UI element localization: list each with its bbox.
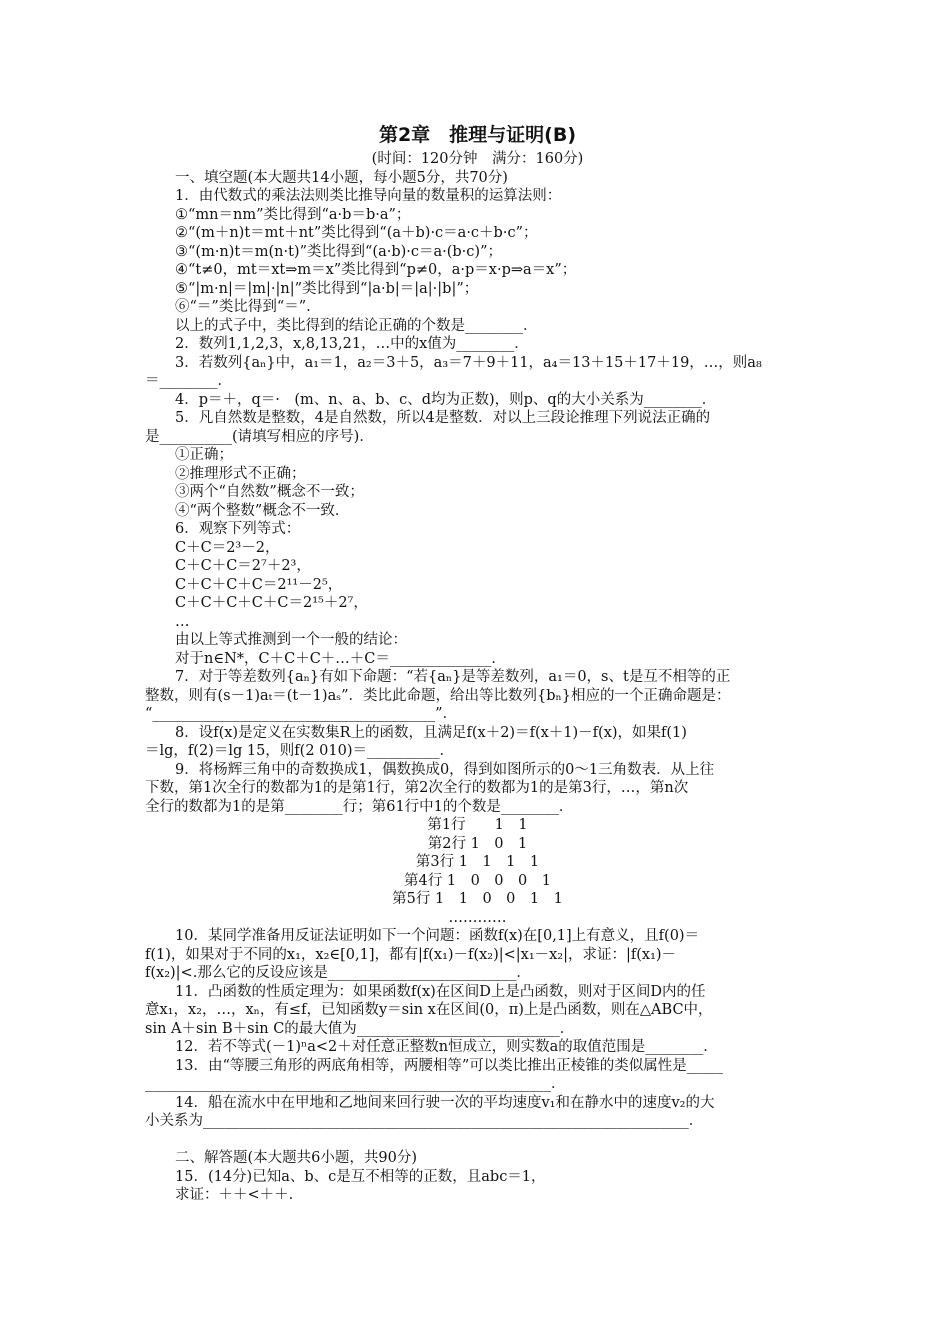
option-4: ④“两个整数”概念不一致． [175,502,350,519]
option-2: ②推理形式不正确； [175,465,306,482]
triangle-ellipsis: ………… [448,909,507,926]
worksheet-page [145,122,810,1205]
question-line: 全行的数都为1的是第________行；第61行中1的个数是________． [145,798,574,815]
question-9 [145,761,810,817]
section-spacer [145,1131,810,1150]
question-line: 意x₁，x₂，…，xₙ，有≤f，已知函数y＝sin x在区间(0，π)上是凸函数，则在△ABC中， [145,1002,713,1018]
page-title: 第2章 推理与证明(B) [378,124,577,146]
question-line: ________________________________________________________． [145,1076,566,1092]
triangle-row-2: 第2行 1 0 1 [427,835,528,852]
question-line: ③“(m·n)t＝m(n·t)”类比得到“(a·b)·c＝a·(b·c)”； [175,243,502,260]
question-line: 13．由“等腰三角形的两底角相等，两腰相等”可以类比推出正棱锥的类似属性是_____ [175,1057,724,1074]
question-14 [145,1094,810,1131]
question-line: ⑥“＝”类比得到“＝”. [175,299,311,315]
equation-line: C＋C＝2³－2， [175,539,280,556]
question-11 [145,983,810,1039]
question-line: 8．设f(x)是定义在实数集R上的函数，且满足f(x＋2)＝f(x＋1)－f(x)，如果f(1) [175,724,687,741]
question-13 [145,1057,810,1094]
question-line: sin A＋sin B＋sin C的最大值为____________________________． [145,1020,575,1037]
question-10 [145,927,810,983]
question-line: 由以上等式推测到一个一般的结论： [175,632,407,648]
question-line: 9．将杨辉三角中的奇数换成1，偶数换成0，得到如图所示的0～1三角数表．从上往 [175,761,715,778]
question-4: 4．p＝＋，q＝· (m、n、a、b、c、d均为正数)，则p、q的大小关系为________． [175,391,717,408]
question-15 [145,1168,810,1205]
question-8 [145,724,810,761]
equation-line: C＋C＋C＋C＝2¹¹－2⁵， [175,576,343,593]
question-line: 是__________(请填写相应的序号)． [145,428,374,445]
question-line: 5．凡自然数是整数，4是自然数，所以4是整数．对以上三段论推理下列说法正确的 [175,410,711,426]
question-7 [145,668,810,724]
question-line: “_______________________________________”． [145,706,458,722]
section-heading-answers: 二、解答题(本大题共6小题，共90分) [175,1150,417,1166]
question-line: 11．凸函数的性质定理为：如果函数f(x)在区间D上是凸函数，则对于区间D内的任 [175,983,706,1000]
question-line: 小关系为___________________________________________________________________． [145,1113,704,1129]
question-line: 7．对于等差数列{aₙ}有如下命题：“若{aₙ}是等差数列，a₁＝0，s、t是互不相等的正 [175,669,731,685]
question-line: f(1)，如果对于不同的x₁，x₂∈[0,1]，都有|f(x₁)－f(x₂)|<|x₁－x₂|，求证：|f(x₁)－ [145,946,677,963]
question-line: 3．若数列{aₙ}中，a₁＝1，a₂＝3＋5，a₃＝7＋9＋11，a₄＝13＋15＋17＋19，…，则a₈ [175,354,762,371]
question-line: 15．(14分)已知a、b、c是互不相等的正数，且abc＝1， [175,1168,546,1185]
question-line: 以上的式子中，类比得到的结论正确的个数是________． [175,317,538,334]
option-1: ①正确； [175,447,233,463]
question-line: 求证：＋＋<＋＋. [175,1187,294,1203]
option-3: ③两个“自然数”概念不一致； [175,484,364,500]
question-line: 下数，第1次全行的数都为1的是第1行，第2次全行的数都为1的是第3行，…，第n次 [145,780,689,796]
question-12: 12．若不等式(－1)ⁿa<2＋对任意正整数n恒成立，则实数a的取值范围是________． [175,1039,718,1055]
triangle-row-3: 第3行 1 1 1 1 [415,854,540,870]
ellipsis: … [175,613,190,630]
question-line: 对于n∈N*，C＋C＋C＋…＋C＝______________． [175,650,506,667]
question-line: ＝lg，f(2)＝lg 15，则f(2 010)＝__________． [145,743,454,759]
question-line: 14．船在流水中在甲地和乙地间来回行驶一次的平均速度v₁和在静水中的速度v₂的大 [175,1094,715,1111]
question-line: f(x₂)|<.那么它的反设应该是__________________________． [145,965,531,981]
triangle-row-1: 第1行 1 1 [427,817,528,833]
equation-line: C＋C＋C＋C＋C＝2¹⁵＋2⁷， [175,595,368,611]
question-line: ④“t≠0，mt＝xt⇒m＝x”类比得到“p≠0，a·p＝x·p⇒a＝x”； [175,262,577,278]
question-1 [145,187,810,335]
question-6 [145,520,810,668]
section-heading-fill-in: 一、填空题(本大题共14小题，每小题5分，共70分) [175,169,508,186]
question-line: 6．观察下列等式： [175,521,301,537]
question-line: ①“mn＝nm”类比得到“a·b＝b·a”； [175,206,411,223]
exam-info: (时间：120分钟 满分：160分) [371,151,584,167]
triangle-row-4: 第4行 1 0 0 0 1 [404,872,551,889]
triangle-row-5: 第5行 1 1 0 0 1 1 [392,891,563,907]
question-5 [145,409,810,520]
question-2: 2．数列1,1,2,3，x,8,13,21，…中的x值为________． [175,336,529,352]
question-line: 整数，则有(s－1)aₜ＝(t－1)aₛ”．类比此命题，给出等比数列{bₙ}相应的一个正确命题是： [145,687,731,704]
question-line: ⑤“|m·n|＝|m|·|n|”类比得到“|a·b|＝|a|·|b|”； [175,280,479,297]
question-line: 10．某同学准备用反证法证明如下一个问题：函数f(x)在[0,1]上有意义，且f(0)＝ [175,928,700,944]
question-line: ＝________． [145,373,232,389]
question-line: ②“(m＋n)t＝mt＋nt”类比得到“(a＋b)·c＝a·c＋b·c”； [175,225,538,241]
equation-line: C＋C＋C＝2⁷＋2³， [175,558,311,574]
zero-one-triangle [145,816,810,927]
question-line: 1．由代数式的乘法法则类比推导向量的数量积的运算法则： [175,188,562,204]
question-3 [145,354,810,391]
